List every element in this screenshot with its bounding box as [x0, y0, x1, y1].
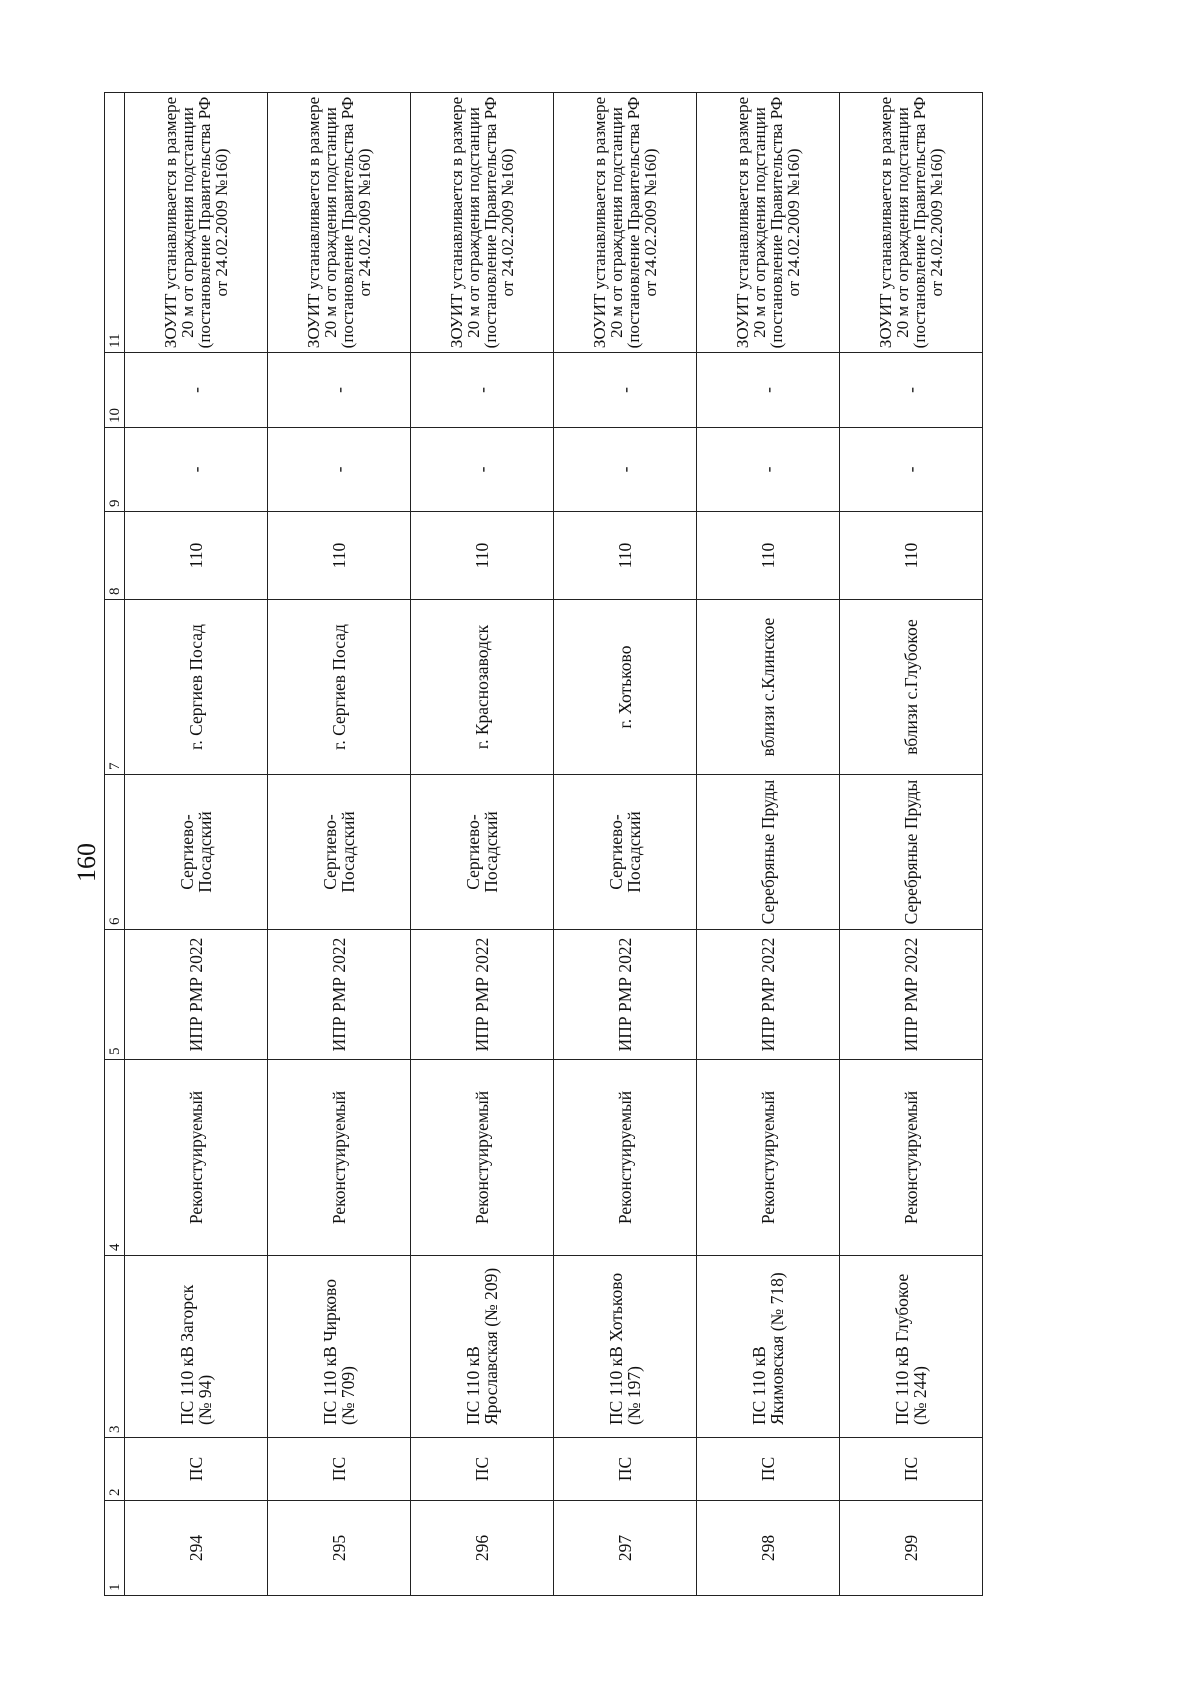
row-number: 296 — [411, 1501, 554, 1596]
cell-col10: - — [697, 353, 840, 428]
zone-note: ЗОУИТ устанавливается в размере 20 м от ограждения подстанции (постановление Правительства РФ от 24.02.2009 №160) — [268, 93, 411, 353]
column-number: 6 — [105, 775, 125, 930]
zone-note: ЗОУИТ устанавливается в размере 20 м от ограждения подстанции (постановление Правительства РФ от 24.02.2009 №160) — [697, 93, 840, 353]
object-type: ПС — [411, 1438, 554, 1501]
voltage-kv: 110 — [697, 512, 840, 600]
column-number: 2 — [105, 1438, 125, 1501]
cell-col10: - — [125, 353, 268, 428]
column-number: 4 — [105, 1060, 125, 1256]
district: Сергиево-Посадский — [125, 775, 268, 930]
page-number: 160 — [72, 843, 101, 882]
object-status: Реконстуируемый — [697, 1060, 840, 1256]
table-row — [840, 93, 983, 1596]
row-number: 299 — [840, 1501, 983, 1596]
program-source: ИПР РМР 2022 — [554, 930, 697, 1060]
location: вблизи с.Глубокое — [840, 600, 983, 775]
row-number: 294 — [125, 1501, 268, 1596]
district: Сергиево-Посадский — [554, 775, 697, 930]
district: Сергиево-Посадский — [268, 775, 411, 930]
object-name: ПС 110 кВ Ярославская (№ 209) — [411, 1256, 554, 1438]
row-number: 295 — [268, 1501, 411, 1596]
cell-col10: - — [268, 353, 411, 428]
cell-col10: - — [554, 353, 697, 428]
table-row — [268, 93, 411, 1596]
object-type: ПС — [554, 1438, 697, 1501]
column-number: 3 — [105, 1256, 125, 1438]
program-source: ИПР РМР 2022 — [411, 930, 554, 1060]
object-type: ПС — [840, 1438, 983, 1501]
object-type: ПС — [268, 1438, 411, 1501]
column-number: 8 — [105, 512, 125, 600]
object-name: ПС 110 кВ Хотьково (№ 197) — [554, 1256, 697, 1438]
column-number: 1 — [105, 1501, 125, 1596]
voltage-kv: 110 — [840, 512, 983, 600]
cell-col10: - — [840, 353, 983, 428]
object-name: ПС 110 кВ Чирково (№ 709) — [268, 1256, 411, 1438]
object-type: ПС — [125, 1438, 268, 1501]
program-source: ИПР РМР 2022 — [697, 930, 840, 1060]
district: Серебряные Пруды — [697, 775, 840, 930]
voltage-kv: 110 — [554, 512, 697, 600]
location: г. Хотьково — [554, 600, 697, 775]
district: Серебряные Пруды — [840, 775, 983, 930]
zone-note: ЗОУИТ устанавливается в размере 20 м от ограждения подстанции (постановление Правительства РФ от 24.02.2009 №160) — [125, 93, 268, 353]
object-name: ПС 110 кВ Глубокое (№ 244) — [840, 1256, 983, 1438]
column-number: 9 — [105, 428, 125, 512]
voltage-kv: 110 — [125, 512, 268, 600]
object-status: Реконстуируемый — [268, 1060, 411, 1256]
object-type: ПС — [697, 1438, 840, 1501]
column-number: 11 — [105, 93, 125, 353]
column-number-header — [105, 93, 125, 1596]
column-number: 5 — [105, 930, 125, 1060]
object-status: Реконстуируемый — [554, 1060, 697, 1256]
cell-col9: - — [554, 428, 697, 512]
cell-col9: - — [840, 428, 983, 512]
voltage-kv: 110 — [411, 512, 554, 600]
location: г. Сергиев Посад — [125, 600, 268, 775]
cell-col9: - — [268, 428, 411, 512]
district: Сергиево-Посадский — [411, 775, 554, 930]
table-row — [554, 93, 697, 1596]
zone-note: ЗОУИТ устанавливается в размере 20 м от ограждения подстанции (постановление Правительства РФ от 24.02.2009 №160) — [411, 93, 554, 353]
substation-table — [104, 92, 983, 1596]
table-row — [411, 93, 554, 1596]
cell-col9: - — [125, 428, 268, 512]
location: г. Краснозаводск — [411, 600, 554, 775]
object-name: ПС 110 кВ Загорск (№ 94) — [125, 1256, 268, 1438]
column-number: 10 — [105, 353, 125, 428]
row-number: 297 — [554, 1501, 697, 1596]
object-name: ПС 110 кВ Якимовская (№ 718) — [697, 1256, 840, 1438]
program-source: ИПР РМР 2022 — [125, 930, 268, 1060]
program-source: ИПР РМР 2022 — [840, 930, 983, 1060]
cell-col9: - — [411, 428, 554, 512]
column-number: 7 — [105, 600, 125, 775]
table-row — [125, 93, 268, 1596]
zone-note: ЗОУИТ устанавливается в размере 20 м от ограждения подстанции (постановление Правительства РФ от 24.02.2009 №160) — [840, 93, 983, 353]
object-status: Реконстуируемый — [840, 1060, 983, 1256]
cell-col10: - — [411, 353, 554, 428]
table-row — [697, 93, 840, 1596]
row-number: 298 — [697, 1501, 840, 1596]
cell-col9: - — [697, 428, 840, 512]
zone-note: ЗОУИТ устанавливается в размере 20 м от ограждения подстанции (постановление Правительства РФ от 24.02.2009 №160) — [554, 93, 697, 353]
object-status: Реконстуируемый — [411, 1060, 554, 1256]
voltage-kv: 110 — [268, 512, 411, 600]
location: вблизи с.Клинское — [697, 600, 840, 775]
location: г. Сергиев Посад — [268, 600, 411, 775]
object-status: Реконстуируемый — [125, 1060, 268, 1256]
program-source: ИПР РМР 2022 — [268, 930, 411, 1060]
